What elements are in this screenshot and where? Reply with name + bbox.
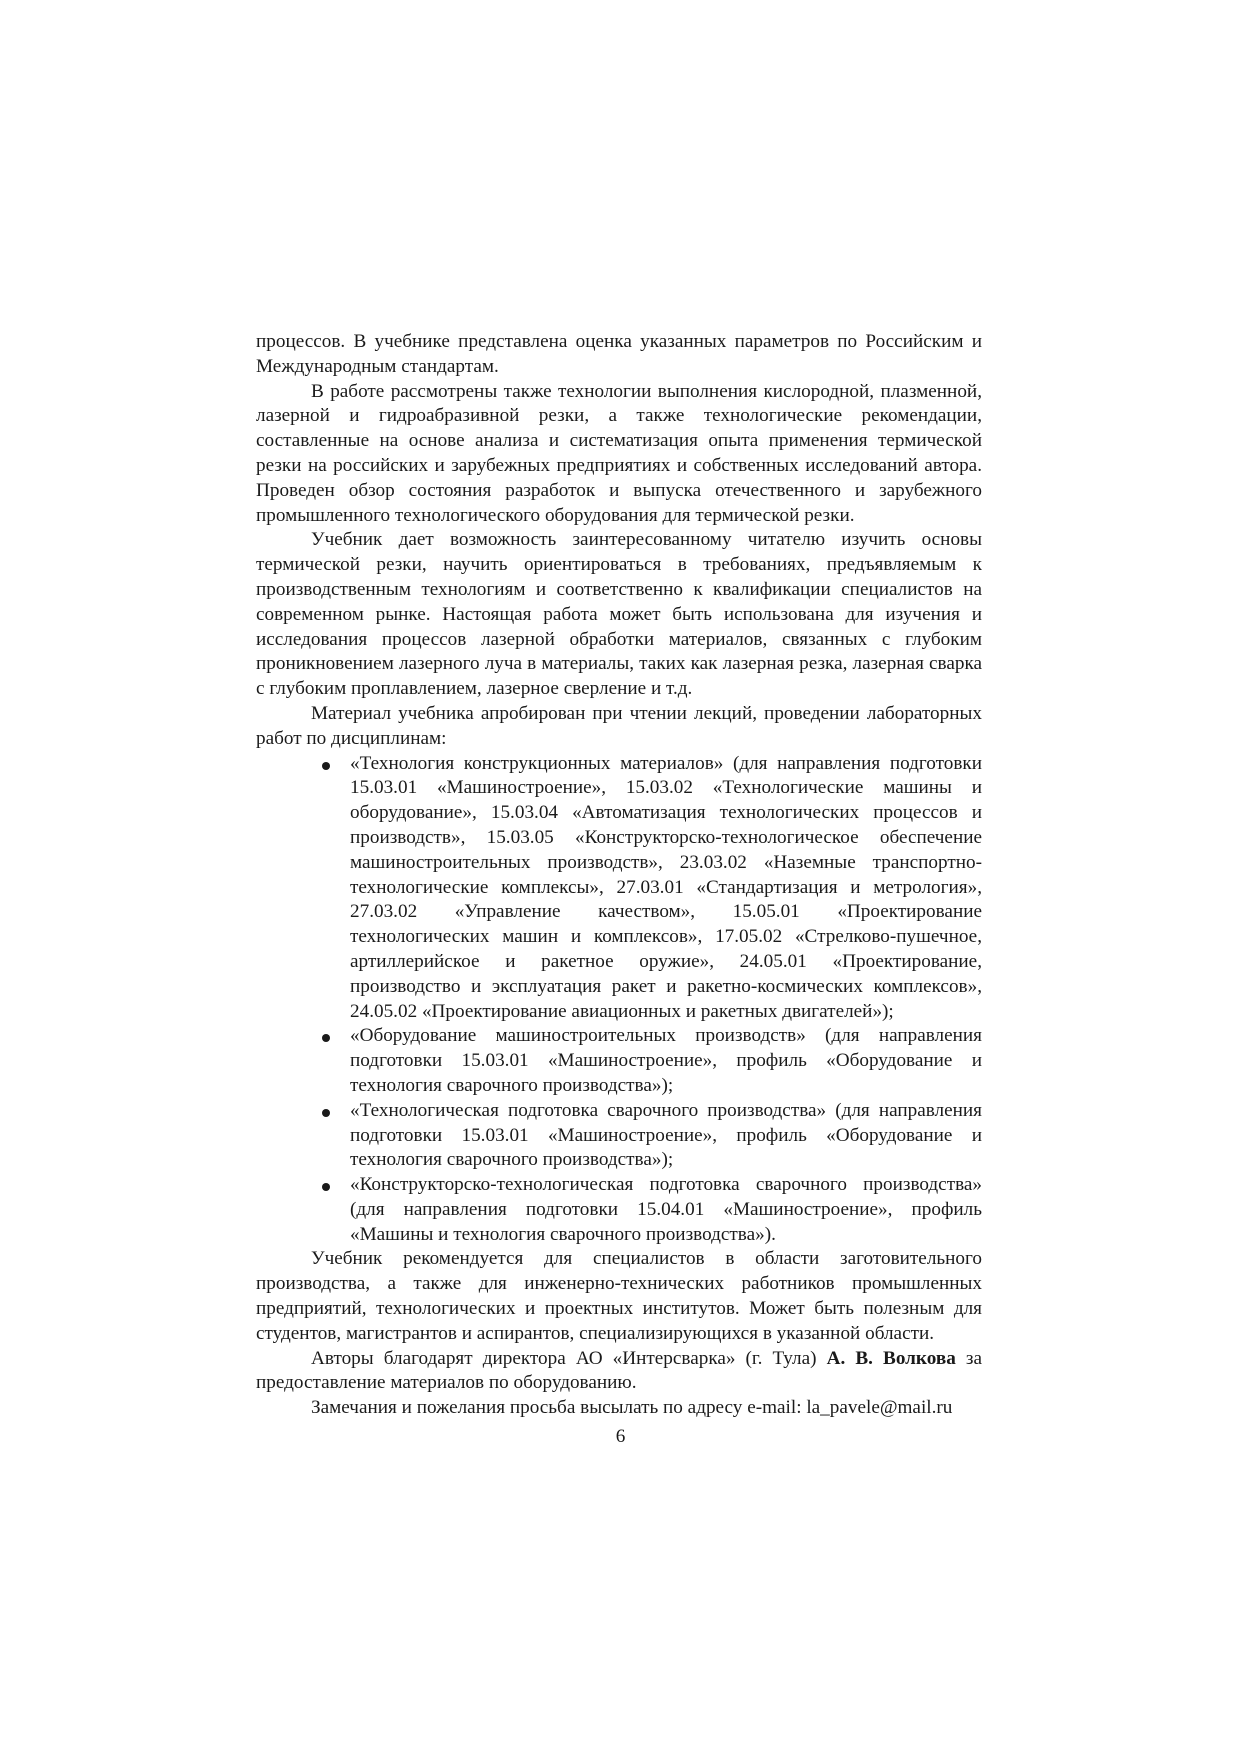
paragraph-contact-email: Замечания и пожелания просьба высылать по адресу e-mail: la_pavele@mail.ru [311,1397,953,1419]
page-number: 6 [615,1426,626,1447]
list-item [350,752,982,1025]
acknowledgement-text-start: Авторы благодарят директора АО «Интерсварка» (г. Тула) [311,1347,827,1369]
paragraph-acknowledgement [256,1347,982,1397]
paragraph-disciplines-intro: Материал учебника апробирован при чтении лекций, проведении лабораторных работ по дисциплинам: [256,702,982,749]
paragraph-recommendation: Учебник рекомендуется для специалистов в области заготовительного производства, а также для инженерно-технических работников промышленных предприятий, технологических и проектных институтов. Может быть полезным для студентов, магистрантов и аспирантов, специализирующихся в указанной области. [256,1248,982,1344]
acknowledged-person-name: А. В. Волкова [826,1347,956,1369]
list-item [350,1173,982,1247]
acknowledgement-text-end: за предоставление материалов по оборудованию. [256,1347,982,1394]
list-item-text: «Технологическая подготовка сварочного производства» (для направления подготовки 15.03.01 «Машиностроение», профиль «Оборудование и технология сварочного производства»); [350,1099,982,1171]
paragraph-technologies: В работе рассмотрены также технологии выполнения кислородной, плазменной, лазерной и гидроабразивной резки, а также технологические рекомендации, составленные на основе анализа и систематизация опыта применения термической резки на российских и зарубежных предприятиях и собственных исследований автора. Проведен обзор состояния разработок и выпуска отечественного и зарубежного промышленного технологического оборудования для термической резки. [256,380,982,526]
paragraph-intro-continuation: процессов. В учебнике представлена оценка указанных параметров по Российским и Международным стандартам. [256,331,982,377]
page-body [256,330,982,1421]
bullet-icon [322,1034,330,1042]
list-item-text: «Технология конструкционных материалов» (для направления подготовки 15.03.01 «Машиностроение», 15.03.02 «Технологические машины и оборудование», 15.03.04 «Автоматизация технологических процессов и производств», 15.03.05 «Конструкторско-технологическое обеспечение машиностроительных производств», 23.03.02 «Наземные транспортно-технологические комплексы», 27.03.01 «Стандартизация и метрология», 27.03.02 «Управление качеством», 15.05.01 «Проектирование технологических машин и комплексов», 17.05.02 «Стрелково-пушечное, артиллерийское и ракетное оружие», 24.05.01 «Проектирование, производство и эксплуатация ракет и ракетно-космических комплексов», 24.05.02 «Проектирование авиационных и ракетных двигателей»); [350,752,982,1022]
bullet-icon [322,762,330,770]
bullet-icon [322,1183,330,1191]
disciplines-list [256,752,982,1248]
list-item-text: «Конструкторско-технологическая подготовка сварочного производства» (для направления подготовки 15.04.01 «Машиностроение», профиль «Машины и технология сварочного производства»). [350,1174,982,1245]
paragraph-opportunities: Учебник дает возможность заинтересованному читателю изучить основы термической резки, научить ориентироваться в требованиях, предъявляемым к производственным технологиям и соответственно к квалификации специалистов на современном рынке. Настоящая работа может быть использована для изучения и исследования процессов лазерной обработки материалов, связанных с глубоким проникновением лазерного луча в материалы, таких как лазерная резка, лазерная сварка с глубоким проплавлением, лазерное сверление и т.д. [256,529,982,700]
list-item-text: «Оборудование машиностроительных производств» (для направления подготовки 15.03.01 «Машиностроение», профиль «Оборудование и технология сварочного производства»); [350,1025,982,1096]
list-item [350,1024,982,1098]
bullet-icon [322,1109,330,1117]
list-item [350,1099,982,1173]
